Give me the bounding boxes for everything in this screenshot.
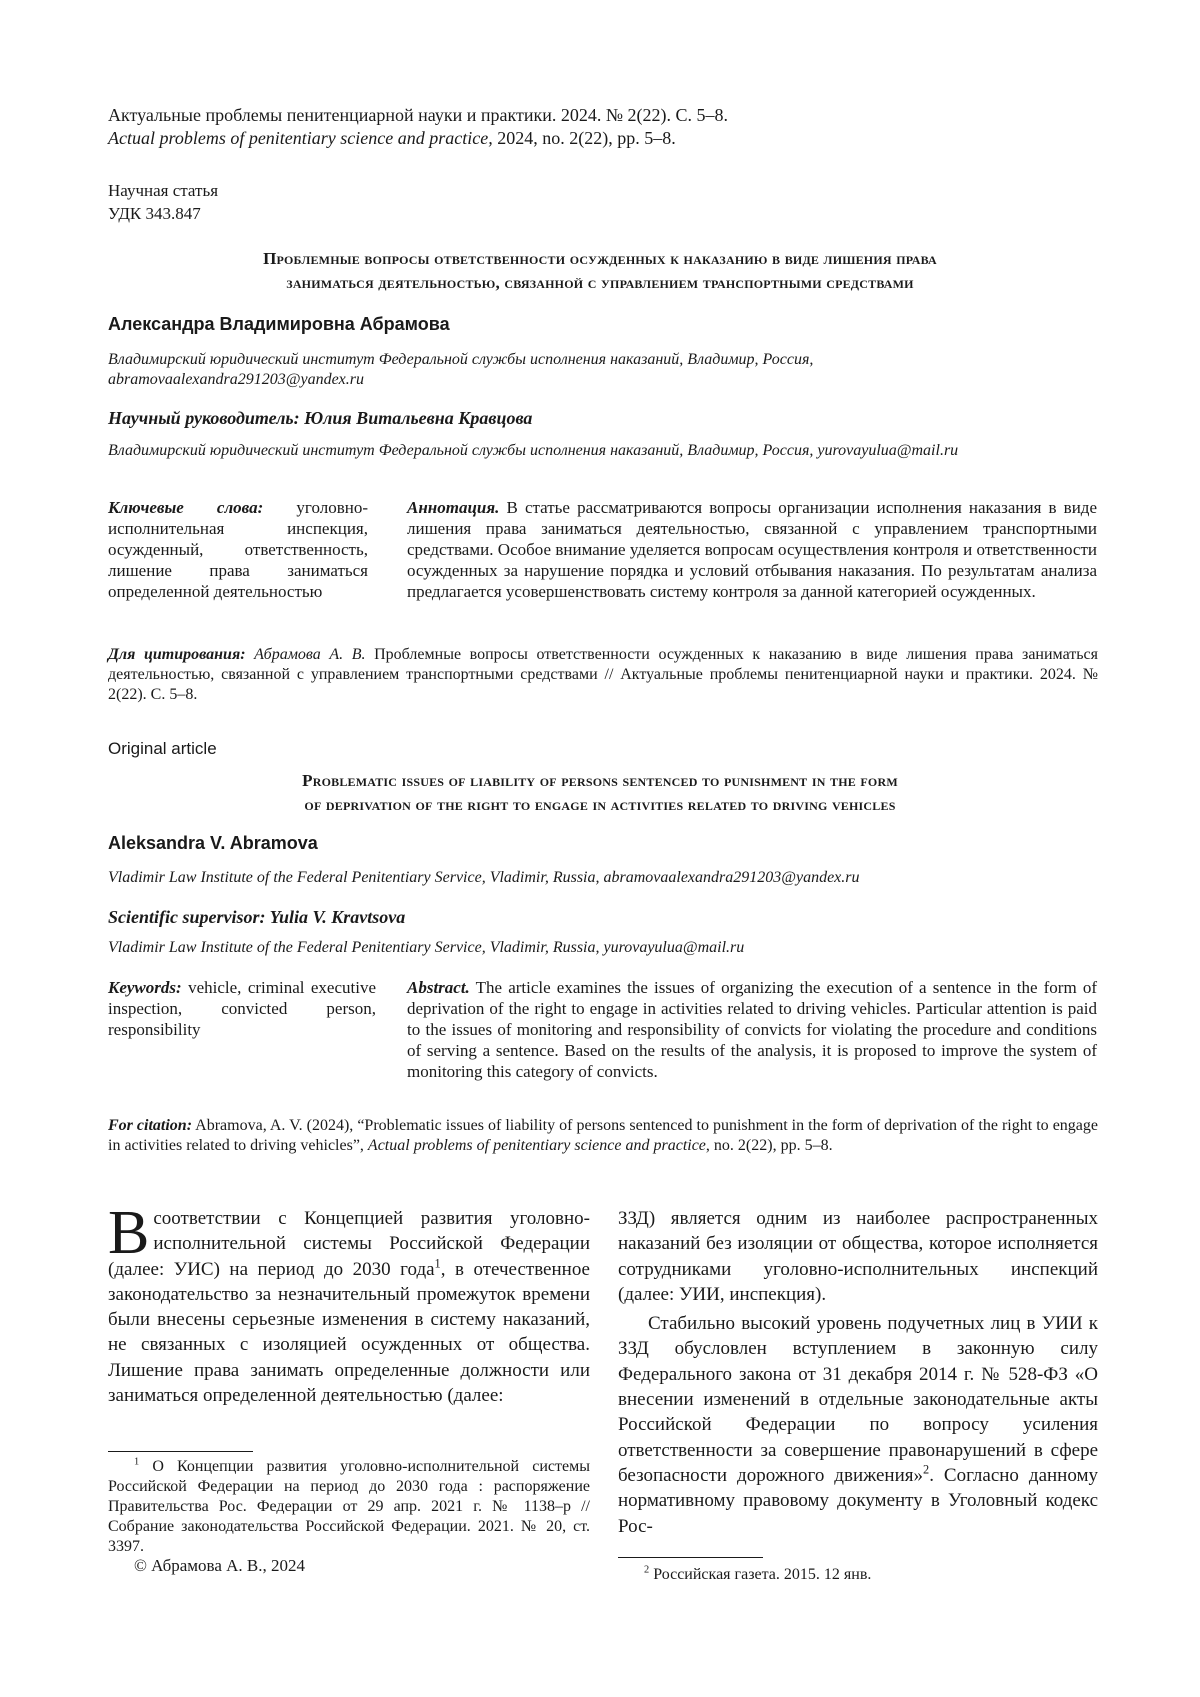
abstract-label-ru: Аннотация. (407, 498, 500, 517)
citation-text-en: Abramova, A. V. (2024), “Problematic issues of liability of persons sentenced to punishment in the form of deprivation of the right to engage in activities related to driving vehicles”, (108, 1117, 1098, 1154)
footnote-1 (108, 1457, 590, 1557)
copyright: © Абрамова А. В., 2024 (134, 1556, 305, 1575)
journal-issue-en: 2024, no. 2(22), pp. 5–8. (492, 128, 676, 148)
citation-end-en: , no. 2(22), pp. 5–8. (705, 1137, 833, 1154)
article-title-en-line2: of deprivation of the right to engage in activities related to driving vehicles (304, 795, 896, 814)
citation-label-ru: Для цитирования: (108, 646, 246, 663)
article-type-ru: Научная статья (108, 181, 219, 200)
body-column-2 (618, 1206, 1098, 1539)
author-affiliation-en: Vladimir Law Institute of the Federal Penitentiary Service, Vladimir, Russia, abramovaalexandra291203@yandex.ru (108, 869, 860, 886)
article-title-en (100, 769, 1100, 817)
body-paragraph-col2-1: ЗЗД) является одним из наиболее распространенных наказаний без изоляции от общества, которое исполняется сотрудниками уголовно-исполнительных инспекций (далее: УИИ, инспекция). (618, 1208, 1098, 1305)
author-name-ru: Александра Владимировна Абрамова (108, 314, 450, 334)
journal-name-en: Actual problems of penitentiary science and practice, (108, 128, 493, 148)
supervisor-ru: Научный руководитель: Юлия Витальевна Кравцова (108, 408, 533, 428)
citation-ru (108, 645, 1098, 705)
citation-author-ru: Абрамова А. В. (245, 646, 366, 663)
supervisor-en: Scientific supervisor: Yulia V. Kravtsova (108, 907, 406, 927)
abstract-label-en: Abstract. (407, 978, 470, 997)
drop-cap: В (108, 1199, 150, 1267)
abstract-text-en: The article examines the issues of organizing the execution of a sentence in the form of deprivation of the right to engage in activities related to driving vehicles. Particular attention is paid to the issues of monitoring and responsibility of convicts for violating the procedure and conditions of serving a sentence. Based on the results of the analysis, it is proposed to improve the system of monitoring this category of convicts. (407, 978, 1097, 1081)
keywords-label-ru: Ключевые слова: (108, 498, 264, 517)
body-text-col2-2a: Стабильно высокий уровень подучетных лиц в УИИ к ЗЗД обусловлен вступлением в законную силу Федерального закона от 31 декабря 2014 г. № 528-ФЗ «О внесении изменений в отдельные законодательные акты Российской Федерации по вопросу усиления ответственности за совершение правонарушений в сфере безопасности дорожного движения» (618, 1313, 1098, 1486)
body-text-col2-2b: . Согласно данному нормативному правовому документу в Уголовный кодекс Рос- (618, 1464, 1098, 1537)
citation-text-ru: Проблемные вопросы ответственности осужденных к наказанию в виде лишения права заниматься деятельностью, связанной с управлением транспортными средствами // Актуальные проблемы пенитенциарной науки и практики. 2024. № 2(22). С. 5–8. (108, 646, 1099, 703)
author-affiliation-ru: Владимирский юридический институт Федеральной службы исполнения наказаний, Владимир, Россия, abramovaalexandra291203@yandex.ru (108, 351, 814, 388)
footnote-1-text: О Концепции развития уголовно-исполнительной системы Российской Федерации на период до 2030 года : распоряжение Правительства Рос. Федерации от 29 апр. 2021 г. № 1138–р // Собрание законодательства Российской Федерации. 2021. № 20, ст. 3397. (108, 1458, 590, 1555)
journal-citation-en (108, 127, 1108, 149)
journal-citation-ru: Актуальные проблемы пенитенциарной науки и практики. 2024. № 2(22). С. 5–8. (108, 105, 729, 125)
body-column-1 (108, 1199, 590, 1408)
udc-code: УДК 343.847 (108, 204, 201, 223)
footnote-separator-2 (618, 1557, 763, 1558)
footnote-2-text: Российская газета. 2015. 12 янв. (649, 1566, 872, 1583)
keywords-label-en: Keywords: (108, 978, 182, 997)
article-title-ru (100, 247, 1100, 295)
keywords-text-ru: уголовно-исполнительная инспекция, осужденный, ответственность, лишение права заниматься определенной деятельностью (108, 498, 368, 601)
supervisor-affiliation-ru: Владимирский юридический институт Федеральной службы исполнения наказаний, Владимир, Россия, yurovayulua@mail.ru (108, 442, 959, 459)
footnote-separator-1 (108, 1451, 253, 1452)
footnote-ref-1[interactable]: 1 (434, 1256, 441, 1271)
citation-label-en: For citation: (108, 1117, 193, 1134)
article-type-en: Original article (108, 739, 217, 758)
footnote-ref-2[interactable]: 2 (923, 1462, 930, 1477)
article-title-en-line1: Problematic issues of liability of persons sentenced to punishment in the form (302, 771, 898, 790)
citation-journal-en: Actual problems of penitentiary science and practice (367, 1137, 706, 1154)
article-title-ru-line1: Проблемные вопросы ответственности осужденных к наказанию в виде лишения права (263, 249, 937, 268)
body-text-col1: соответствии с Концепцией развития уголовно-исполнительной системы Российской Федерации (далее: УИС) на период до 2030 года (108, 1208, 590, 1280)
body-paragraph-col2-2 (618, 1311, 1098, 1539)
citation-en (108, 1116, 1098, 1156)
footnote-2 (644, 1565, 1094, 1585)
keywords-en (108, 977, 376, 1040)
abstract-ru (407, 497, 1097, 602)
footnote-1-number: 1 (134, 1456, 140, 1468)
footnote-2-number: 2 (644, 1564, 650, 1576)
supervisor-affiliation-en: Vladimir Law Institute of the Federal Penitentiary Service, Vladimir, Russia, yurovayulua@mail.ru (108, 939, 745, 956)
author-name-en: Aleksandra V. Abramova (108, 833, 318, 853)
keywords-ru (108, 497, 368, 602)
article-title-ru-line2: заниматься деятельностью, связанной с управлением транспортными средствами (286, 273, 914, 292)
body-text-col1-cont: , в отечественное законодательство за незначительный промежуток времени были внесены серьезные изменения в систему наказаний, не связанных с изоляцией осужденных от общества. Лишение права занимать определенные должности или заниматься определенной деятельностью (далее: (108, 1258, 590, 1407)
abstract-text-ru: В статье рассматриваются вопросы организации исполнения наказания в виде лишения права заниматься деятельностью, связанной с управлением транспортными средствами. Особое внимание уделяется вопросам осуществления контроля и ответственности осужденных за нарушение порядка и условий отбывания наказания. По результатам анализа предлагается усовершенствовать систему контроля за данной категорией осужденных. (407, 498, 1097, 601)
keywords-text-en: vehicle, criminal executive inspection, convicted person, responsibility (108, 978, 376, 1039)
abstract-en (407, 977, 1097, 1082)
